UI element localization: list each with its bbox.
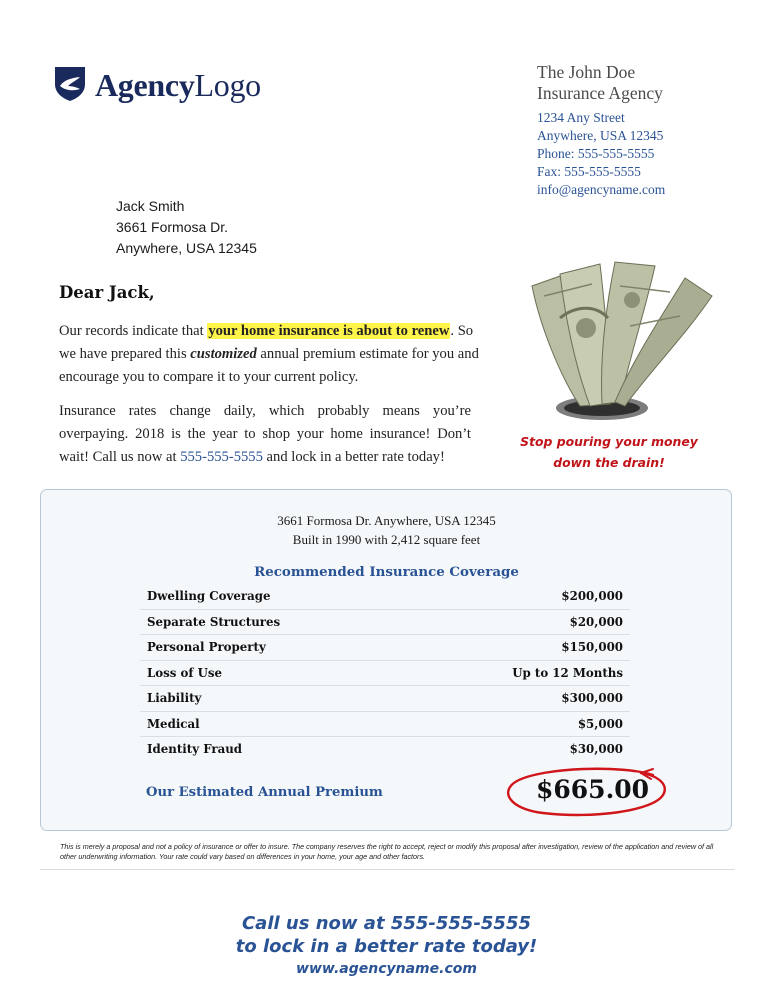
cta-line-2: to lock in a better rate today! bbox=[235, 936, 538, 957]
letter-paragraph-1: Our records indicate that your home insurance is about to renew. So we have prepared this customized annual premium estimate for you and encourage you to compare it to your current policy. bbox=[59, 323, 479, 385]
agency-name: The John Doe Insurance Agency bbox=[537, 62, 663, 103]
banknote-fan-icon bbox=[532, 262, 712, 406]
agency-street: 1234 Any Street bbox=[537, 110, 625, 125]
property-address: 3661 Formosa Dr. Anywhere, USA 12345 bbox=[277, 513, 496, 528]
table-row: Dwelling Coverage $200,000 bbox=[140, 584, 630, 610]
table-row: Loss of Use Up to 12 Months bbox=[140, 661, 630, 687]
premium-label: Our Estimated Annual Premium bbox=[146, 785, 383, 800]
recipient-street: 3661 Formosa Dr. bbox=[116, 219, 229, 235]
disclaimer: This is merely a proposal and not a policy of insurance or offer to insure. The company reserves the right to accept, reject or modify this proposal after investigation, review of the application and review of all other underwriting information. Your rate could vary based on differences in your home, your age and other factors. bbox=[60, 842, 714, 861]
money-drain-image bbox=[520, 256, 720, 426]
website-link[interactable]: www.agencyname.com bbox=[296, 961, 477, 977]
greeting: Dear Jack, bbox=[59, 283, 155, 302]
table-row: Identity Fraud $30,000 bbox=[147, 742, 623, 756]
agency-email[interactable]: info@agencyname.com bbox=[537, 182, 666, 197]
agency-fax: Fax: 555-555-5555 bbox=[537, 164, 641, 179]
table-row: Personal Property $150,000 bbox=[140, 635, 630, 661]
agency-logo bbox=[54, 66, 294, 106]
recipient-address bbox=[116, 196, 257, 259]
coverage-title: Recommended Insurance Coverage bbox=[254, 564, 519, 580]
recipient-name: Jack Smith bbox=[116, 198, 185, 214]
shield-icon bbox=[54, 66, 86, 102]
table-row: Liability $300,000 bbox=[140, 686, 630, 712]
table-row: Medical $5,000 bbox=[140, 712, 630, 738]
logo-text: AgencyLogo bbox=[95, 67, 261, 103]
agency-info bbox=[537, 62, 757, 199]
premium-value: $665.00 bbox=[536, 775, 650, 804]
agency-phone[interactable]: Phone: 555-555-5555 bbox=[537, 146, 655, 161]
letter-paragraph-2: Insurance rates change daily, which probably means you’re overpaying. 2018 is the year to shop your home insurance! Don’t wait! Call us now at 555-555-5555 and lock in a better rate today! bbox=[59, 403, 471, 465]
call-to-action bbox=[0, 912, 773, 980]
property-details: Built in 1990 with 2,412 square feet bbox=[292, 532, 481, 547]
image-caption: Stop pouring your money down the drain! bbox=[520, 434, 698, 470]
recipient-city: Anywhere, USA 12345 bbox=[116, 240, 257, 256]
coverage-table bbox=[140, 584, 630, 763]
property-info bbox=[0, 511, 773, 549]
agency-contact bbox=[537, 109, 757, 199]
renewal-highlight: your home insurance is about to renew bbox=[208, 323, 450, 339]
agency-city: Anywhere, USA 12345 bbox=[537, 128, 664, 143]
divider bbox=[40, 869, 735, 870]
phone-link[interactable]: 555-555-5555 bbox=[180, 449, 263, 465]
cta-line-1: Call us now at 555-555-5555 bbox=[241, 913, 532, 934]
table-row: Separate Structures $20,000 bbox=[140, 610, 630, 636]
